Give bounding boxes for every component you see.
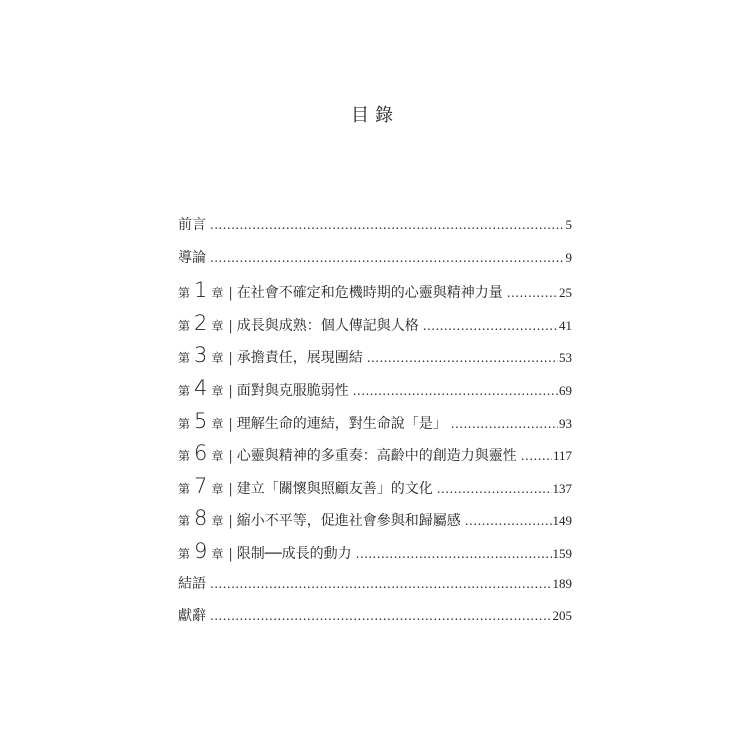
chapter-word: 第: [178, 318, 191, 333]
toc-entry-chapter-9[interactable]: [178, 537, 572, 570]
chapter-suffix: 章: [211, 481, 224, 496]
toc-entry-chapter-3[interactable]: [178, 341, 572, 374]
entry-title: 面對與克服脆弱性: [236, 382, 349, 399]
toc-entry-introduction[interactable]: [178, 244, 572, 277]
chapter-suffix: 章: [211, 416, 224, 431]
dot-leader: [353, 377, 558, 405]
table-of-contents: [178, 211, 572, 635]
chapter-separator: |: [228, 546, 233, 562]
chapter-number: 8: [194, 506, 208, 531]
chapter-number: 5: [194, 408, 208, 433]
chapter-word: 第: [178, 514, 191, 529]
entry-title: 前言: [178, 217, 206, 233]
chapter-separator: |: [228, 383, 233, 399]
chapter-number: 6: [194, 441, 208, 466]
chapter-label: [178, 504, 237, 536]
dot-leader: [210, 602, 552, 630]
chapter-separator: |: [228, 351, 233, 367]
dot-leader: [210, 570, 552, 598]
chapter-label: [178, 537, 237, 569]
chapter-label: [178, 341, 237, 373]
chapter-number: 1: [194, 278, 208, 303]
dot-leader: [210, 244, 565, 272]
chapter-suffix: 章: [211, 383, 224, 398]
page-number: 189: [552, 575, 572, 591]
chapter-suffix: 章: [211, 318, 224, 333]
chapter-label: [178, 407, 237, 439]
page-number: 69: [559, 382, 572, 398]
chapter-separator: |: [228, 481, 233, 497]
toc-entry-chapter-7[interactable]: [178, 472, 572, 505]
toc-entry-chapter-2[interactable]: [178, 309, 572, 342]
entry-title: 理解生命的連結，對生命說「是」: [236, 415, 447, 432]
entry-title: 成長與成熟：個人傳記與人格: [236, 317, 419, 334]
entry-title: 建立「關懷與照顧友善」的文化: [236, 480, 433, 497]
chapter-suffix: 章: [211, 514, 224, 529]
dot-leader: [423, 312, 558, 340]
chapter-number: 7: [194, 473, 208, 498]
page-number: 137: [552, 480, 572, 496]
chapter-suffix: 章: [211, 546, 224, 561]
dot-leader: [437, 475, 552, 503]
dot-leader: [367, 344, 558, 372]
chapter-separator: |: [228, 416, 233, 432]
chapter-label: [178, 374, 237, 406]
chapter-label: [178, 276, 237, 308]
toc-entry-chapter-6[interactable]: [178, 439, 572, 472]
page-number: 93: [559, 415, 572, 431]
chapter-suffix: 章: [211, 286, 224, 301]
chapter-suffix: 章: [211, 449, 224, 464]
chapter-number: 9: [194, 538, 208, 563]
page-number: 205: [552, 608, 572, 624]
entry-title: 結語: [178, 575, 206, 592]
chapter-suffix: 章: [211, 351, 224, 366]
chapter-separator: |: [228, 318, 233, 334]
chapter-word: 第: [178, 546, 191, 561]
toc-entry-dedication[interactable]: [178, 602, 572, 635]
dot-leader: [356, 540, 552, 568]
dot-leader: [507, 279, 558, 307]
toc-entry-chapter-8[interactable]: [178, 504, 572, 537]
toc-entry-conclusion[interactable]: [178, 570, 572, 603]
entry-title: 在社會不確定和危機時期的心靈與精神力量: [236, 285, 503, 302]
page-title: 目錄: [351, 105, 399, 126]
chapter-word: 第: [178, 351, 191, 366]
dot-leader: [521, 442, 552, 470]
chapter-number: 2: [194, 310, 208, 335]
toc-entry-chapter-1[interactable]: [178, 276, 572, 309]
page-number: 149: [552, 513, 572, 529]
chapter-separator: |: [228, 286, 233, 302]
chapter-word: 第: [178, 449, 191, 464]
chapter-word: 第: [178, 416, 191, 431]
entry-title: 獻辭: [178, 608, 206, 625]
toc-entry-chapter-4[interactable]: [178, 374, 572, 407]
chapter-label: [178, 439, 237, 471]
chapter-label: [178, 309, 237, 341]
dot-leader: [210, 211, 565, 239]
entry-title: 縮小不平等，促進社會參與和歸屬感: [236, 513, 461, 530]
chapter-word: 第: [178, 481, 191, 496]
chapter-word: 第: [178, 286, 191, 301]
entry-title: 導論: [178, 249, 206, 266]
toc-entry-preface[interactable]: [178, 211, 572, 244]
page-number: 159: [552, 545, 572, 561]
chapter-word: 第: [178, 383, 191, 398]
page-number: 41: [559, 317, 572, 333]
page-number: 117: [552, 448, 572, 464]
chapter-label: [178, 472, 237, 504]
dot-leader: [465, 507, 552, 535]
page-number: 9: [565, 249, 572, 265]
page-number: 53: [559, 350, 572, 366]
chapter-separator: |: [228, 514, 233, 530]
chapter-separator: |: [228, 449, 233, 465]
dot-leader: [451, 410, 558, 438]
entry-title: 承擔責任，展現團結: [236, 350, 363, 367]
entry-title: 限制──成長的動力: [236, 545, 352, 562]
page-number: 25: [559, 285, 572, 301]
entry-title: 心靈與精神的多重奏：高齡中的創造力與靈性: [236, 448, 517, 465]
page-number: 5: [565, 217, 572, 232]
toc-entry-chapter-5[interactable]: [178, 407, 572, 440]
chapter-number: 3: [194, 343, 208, 368]
chapter-number: 4: [194, 375, 208, 400]
